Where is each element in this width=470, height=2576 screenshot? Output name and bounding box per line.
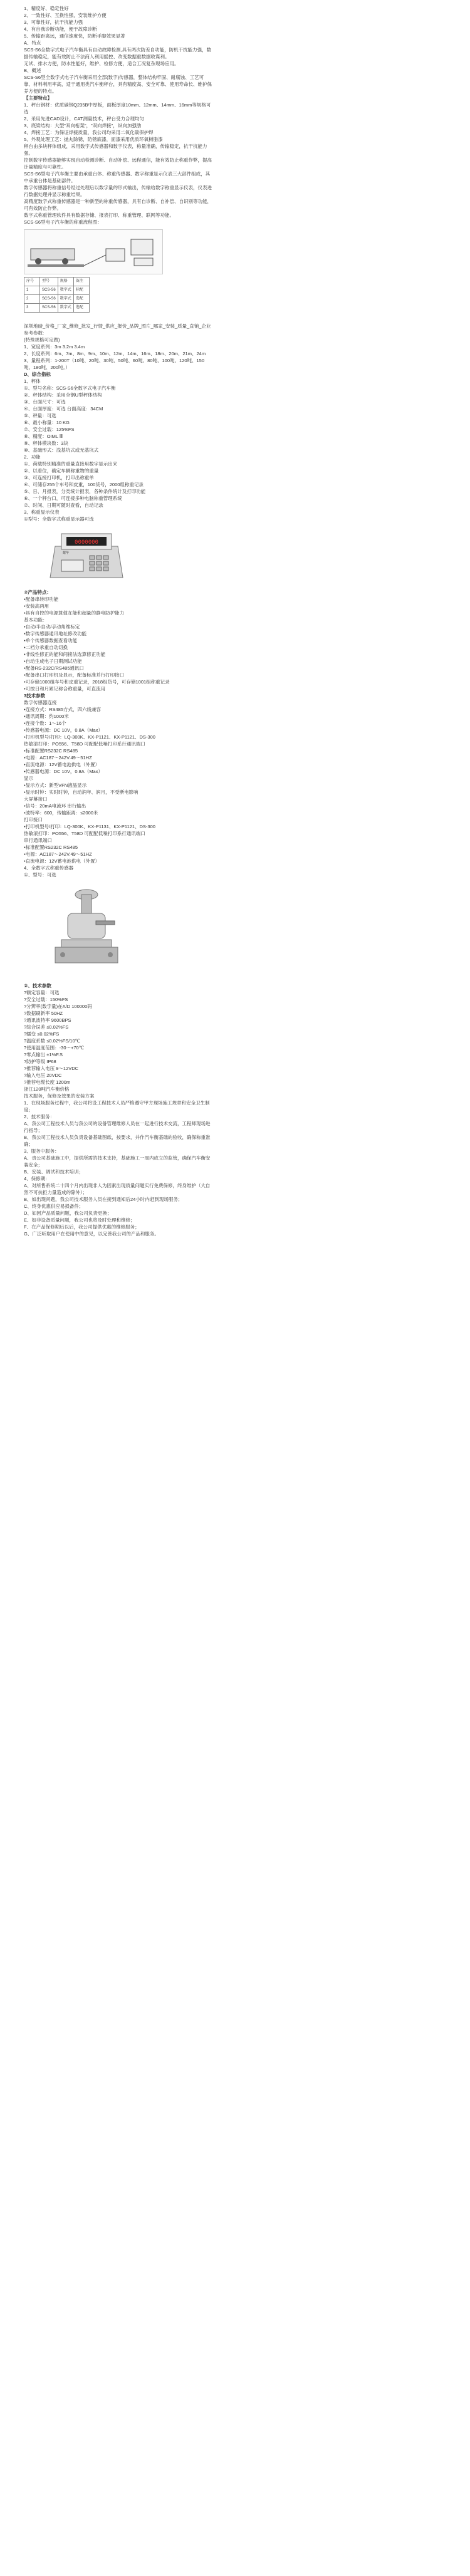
list-item: •配备串口打印机及显示，配备标准并行打印接口 [24, 672, 125, 678]
list-item: 热敏滚打印：PO556、T58D 可配配低噪打印系行通讯端口 [24, 831, 145, 836]
features2-title: ②产品特点： [24, 589, 51, 595]
load-cell-image [49, 883, 124, 977]
text-line: 1、宽度系列：3m 3.2m 3.4m [24, 344, 85, 350]
list-item: 大屏幕接口 [24, 796, 48, 802]
feature-item: 2、采用先进CAD设计，CAT测量技术，秤台受力合理均匀 [24, 116, 144, 122]
feature-item: 4、焊接工艺：为保证焊接质量，我公司均采用二氧化碳保护焊 [24, 130, 154, 135]
list-item: 2、功能 [24, 454, 41, 460]
list-item: •传感器电源：DC 10V，0.8A（Max） [24, 727, 103, 733]
paragraph: SCS-S6型电子汽车衡的称重流程图： [24, 219, 102, 225]
text-line: 1、精度好、稳定性好 [24, 6, 69, 11]
list-item: •直流电源：12V蓄电池供电（外置） [24, 858, 100, 864]
weighing-indicator-image [49, 527, 124, 584]
list-item: •标准配置RS232C RS485 [24, 748, 78, 754]
truck-scale-diagram [24, 230, 162, 274]
computer-icon [131, 239, 153, 255]
list-item: A、我公司工程技术人员与我公司的设备管理维修人员在一起进行技术交流，工程师现场进行指导； [24, 1121, 211, 1133]
list-item: ⑤、日、月报表，分类统计报表，各种条件统计及打印功能 [24, 489, 146, 494]
list-item: 4、全数字式称重传感器 [24, 865, 74, 871]
indicator-icon [106, 249, 125, 261]
text-line: B、概述 [24, 68, 41, 73]
list-item: ?综合误差 ≤0.02%FS [24, 1024, 69, 1030]
table-cell: SCS-S6 [40, 286, 58, 295]
wheel-icon [35, 258, 41, 264]
text-line: 2、长度系列：6m、7m、8m、9m、10m、12m、14m、16m、18m、20m、21m、24m [24, 351, 206, 356]
list-item: ①、型号名称：SCS-S6全数字式电子汽车衡 [24, 385, 116, 391]
list-item: B、我公司工程技术人员负责设备基础图纸，按要求，并作汽车衡基础的验收，确保称重准确； [24, 1135, 211, 1147]
paragraphs [24, 143, 212, 226]
features-list [24, 101, 212, 143]
table-row [24, 286, 90, 295]
features2-list [24, 596, 212, 692]
system-diagram [24, 229, 163, 274]
table-cell: 数字式 [58, 286, 73, 295]
section-d-title: D、综合指标 [24, 371, 51, 377]
list-item: 显示 [24, 776, 33, 781]
list-item: 3、称重显示仪表 [24, 509, 60, 515]
text-line: 5、传输距离远，通信速度快，防断手脚效果显著 [24, 33, 125, 39]
table-row [24, 304, 90, 313]
list-item: ?蠕变 ≤0.02%FS [24, 1031, 60, 1037]
list-item: •连接方式：RS485方式，四六线兼容 [24, 707, 102, 712]
table-cell: 规格 [58, 278, 73, 286]
list-item: •打印机型号/打印：LQ-300K、KX-P1121、KX-P1121、DS-300 [24, 734, 155, 740]
list-item: 2、技术服务： [24, 1114, 55, 1119]
list-item: 1、秤体 [24, 378, 41, 384]
list-item: •可按日和月累记称合称重量，可直流用 [24, 686, 106, 692]
paragraph: 秤台由多块秤体组成，采用数字式传感器和数字仪表，称量准确，传输稳定，抗干扰能力强。 [24, 143, 207, 156]
list-item: B、如出现问题，我公司技术服务人员在接到通知后24小时内赶到现场服务； [24, 1197, 183, 1202]
list-item: ⑩、基础形式：浅基坑式或无基坑式 [24, 447, 99, 453]
text-line: 2、一致性好、互换性强，安装维护方便 [24, 13, 107, 18]
list-item: ④、台面厚度：可选 台面高度：34CM [24, 406, 103, 412]
list-item: ③、台面尺寸：可选 [24, 399, 66, 405]
list-item: •显示方式：新型VFN液晶显示 [24, 782, 87, 788]
list-item: •配备RS-232C/RS485通讯口 [24, 665, 84, 671]
list-item: •标准配置RS232C RS485 [24, 844, 78, 850]
list-item: ①、型号：可选 [24, 872, 56, 878]
list-item: ①型号：全数字式称重显示器可选 [24, 516, 94, 522]
list-item: ⑦、时间、日期可随时查看，自动记录 [24, 502, 103, 508]
text-line: 3、量程系列：1-200T（10吨、20吨、30吨、50吨、60吨、80吨、100吨、120吨、150吨、180吨、200吨。） [24, 358, 205, 370]
table-cell: 序号 [24, 278, 40, 286]
table-cell: 备注 [73, 278, 89, 286]
list-item: •信号：20mA电流环 串行输出 [24, 803, 86, 809]
text-line: A、特点 [24, 40, 41, 46]
list-item: •安装高两用 [24, 603, 50, 609]
table-row [24, 295, 90, 304]
table-cell: SCS-S6 [40, 295, 58, 304]
platform-icon [28, 264, 84, 267]
text-line: SCS-S6型全数字式电子汽车衡采用全部(数字)传感器，整体结构牢固、耐腐蚀、工艺可靠、材料利用率高，适于通用类汽车衡秤台，具有精度高、安全可靠、使用寿命长、维护保养方便的特点。 [24, 75, 212, 94]
table-cell: 1 [24, 286, 40, 295]
text-line: 3、可靠性好，抗干扰能力强 [24, 19, 83, 25]
tech-list [24, 699, 212, 878]
list-item: •直流电源：12V蓄电池供电（外置） [24, 762, 100, 767]
list-item: •自动/半自动/手动角维标定 [24, 624, 80, 630]
list-item: ⑨、秤体模块数：3块 [24, 440, 68, 446]
list-item: G、广泛听取用户在使用中的意见，以完善我公司的产品和服务。 [24, 1231, 159, 1237]
paragraph: 数字传感器将称重信号经过处理后以数字量的形式输出，传输给数字称重显示仪表，仪表进行数据处理并显示称重结果。 [24, 185, 212, 197]
list-item: •可存储1000组车号和皮重记录，2018组货号，可存储1001组称重记录 [24, 679, 170, 685]
list-item: ⑥、一个秤台口，可连接多种电脑称重管理系统 [24, 496, 122, 501]
spec-intro [24, 323, 212, 371]
list-item: ?通讯波特率 9600BPS [24, 1017, 71, 1023]
features-title: 【主要特点】 [24, 95, 52, 101]
table-cell: 选配 [73, 295, 89, 304]
list-item: ?输入电压 20VDC [24, 1072, 62, 1078]
list-item: ?额定容量：可选 [24, 990, 60, 995]
cable-gland-icon [96, 921, 115, 925]
list-item: •非线性修正的能和间接法选算修正功能 [24, 652, 106, 657]
service-list [24, 1099, 212, 1237]
load-cell-icon [49, 883, 124, 977]
list-item: •传感器电源：DC 10V，0.8A（Max） [24, 769, 103, 774]
list-item: ?防护等级 IP68 [24, 1059, 56, 1064]
table-cell: 型号 [40, 278, 58, 286]
cable-icon [84, 255, 106, 266]
paragraph: 高精度数字式称重传感器是一种新型的称重传感器，具有自诊断、自补偿、自识别等功能，可有效防止作弊。 [24, 199, 212, 211]
list-item: ⑥、最小称量：10 KG [24, 420, 70, 425]
text-line: (特殊规格可定做) [24, 337, 60, 343]
feature-item: 5、外观处理工艺：抛丸除锈，防锈底漆，面漆采用优质环氧树脂漆 [24, 137, 163, 142]
tech2-list [24, 989, 212, 1099]
list-item: •单个传感器数据查看功能 [24, 638, 78, 643]
list-item: •显示时钟：实时时钟，自动润年、润月，不受断电影响 [24, 789, 138, 795]
indicator-brand: 耀华 [63, 551, 70, 555]
list-item: ?推荐电缆长度 1200m [24, 1079, 71, 1085]
list-item: ⑤、秤量：可选 [24, 413, 56, 418]
list-item: 数字传感器连接 [24, 700, 57, 705]
tech-title: 3技术参数 [24, 693, 46, 699]
list-item: ②、以看位，确定车辆称重物的重量 [24, 468, 99, 474]
list-item: ②、秤体结构：采用全钢U型秤体结构 [24, 392, 102, 398]
paragraph: SCS-S6型电子汽车衡主要由承重台体、称重传感器、数字称重显示仪表三大部件组成，其中承重台体是基础部件。 [24, 171, 211, 184]
text-line: 深圳地磅_价格_厂家_维修_批发_行情_供应_报价_品牌_图片_哪家_安装_质量_直销_企业参考参数: [24, 323, 211, 336]
table-cell: 2 [24, 295, 40, 304]
list-item: E、如非设备质量问题，我公司也将及时处理和维修； [24, 1217, 135, 1223]
table-cell: 数字式 [58, 304, 73, 313]
table-cell: 数字式 [58, 295, 73, 304]
list-item: ?分辨率(数字量)在A/D 100000码 [24, 1004, 92, 1009]
display-reading: 0000000 [75, 539, 98, 546]
list-item: F、在产品保修期后以后，我公司提供优惠的维修服务； [24, 1224, 140, 1230]
list-item: ④、可储存255个车号和皮重，100货号，2000组称重记录 [24, 482, 144, 487]
list-item: •数字传感器通讯地址修改功能 [24, 631, 87, 636]
feature-item: 3、底梁结构：大型"双向桁架"，"双向焊接"，纵向加强肋 [24, 123, 142, 128]
paragraph: 数字式称重管理软件具有数据存储、报表打印、称重管理、联网等功能。 [24, 212, 174, 218]
list-item: A、责公司基础施工中，提供所需的技术支持，基础施工一周内成立的监管，确保汽车衡安装安全； [24, 1155, 211, 1168]
feature-item: 1、秤台钢材：优质碳钢Q235B中厚板，面板厚度10mm、12mm、14mm、16mm等规格可选 [24, 102, 211, 115]
indicator-device-icon [49, 527, 124, 584]
document-page [24, 5, 212, 1237]
table-cell: 3 [24, 304, 40, 313]
list-item: ?数据刷新率 50HZ [24, 1010, 63, 1016]
table-cell: 标配 [73, 286, 89, 295]
list-item: •具有自控的电源算值在能和超量的静电防护能力 [24, 610, 125, 616]
table-row [24, 278, 90, 286]
spec-table [24, 277, 90, 313]
list-item: 打印接口 [24, 817, 43, 823]
text-line: SCS-S6全数字式电子汽车衡具有自动故障检测,具有两次防差自功能，防机干扰能力强，数据传输稳定，能有效防止不法商人利用摇控、改变数据重数据收谋利。 [24, 47, 212, 60]
list-item: 热敏滚打印：PO556、T58D 可配配低噪打印系行通讯端口 [24, 741, 145, 747]
printer-icon [134, 258, 153, 266]
table-cell: SCS-S6 [40, 304, 58, 313]
list-item: ?推荐输入电压 9～12VDC [24, 1066, 79, 1071]
paragraph: 控制数字传感器能够实现自动检测诊断、自动补偿、远程通信，能有效防止称重作弊，提高计量精度与可靠性。 [24, 157, 212, 170]
list-item: ?使用温度范围：-30～+70℃ [24, 1045, 85, 1051]
list-item: 串行通讯端口 [24, 838, 52, 843]
tech2-title: ②、技术参数 [24, 983, 51, 989]
list-item: ?安全过载：150%FS [24, 997, 68, 1002]
list-item: ⑧、精度：OIML Ⅲ [24, 434, 63, 439]
list-item: •连接个数：1～16个 [24, 720, 66, 726]
list-item: •电源：AC187～242V.49～51HZ [24, 755, 92, 761]
list-item: ①、荷载特别精准的重量直接用数字显示出来 [24, 461, 118, 467]
section-d-list [24, 378, 212, 522]
text-line: 无试、排水方便，防水性能好，维护、检修方便，适合工况复杂现场应用。 [24, 61, 179, 66]
list-item: •打印机型号/打印：LQ-300K、KX-P1131、KX-P1121、DS-300 [24, 824, 155, 829]
list-item: ?温度系数 ≤0.02%FS/10℃ [24, 1038, 81, 1044]
list-item: ⑦、安全过载：125%FS [24, 427, 75, 432]
list-item: B、安装、调试和技术培训； [24, 1169, 84, 1175]
list-item: 技术服务，保修及效果的安装方案 [24, 1093, 95, 1099]
list-item: •配备串转印功能 [24, 596, 59, 602]
list-item: ③、可连接打印机，打印出称重单 [24, 475, 94, 480]
list-item: 浙江120吨汽车衡价格 [24, 1086, 70, 1092]
list-item: •电源：AC187～242V.49～51HZ [24, 851, 92, 857]
section1 [24, 5, 212, 95]
list-item: ?零点输出 ±1%F.S [24, 1052, 63, 1057]
list-item: •波特率：600，传输距离：≤2000米 [24, 810, 98, 816]
wheel-icon [62, 258, 68, 264]
list-item: C、终身优惠供应易损备件； [24, 1203, 84, 1209]
text-line: 4、有自我诊断功能，便于故障诊断 [24, 26, 97, 32]
table-cell: 选配 [73, 304, 89, 313]
list-item: 3、服务中服务： [24, 1148, 60, 1154]
list-item: D、如因产品质量问题，我公司负责更换； [24, 1210, 112, 1216]
list-item: 4、保修期： [24, 1176, 50, 1182]
list-item: A、对所售系统二十四个月内出现非人为因素出现质量问题实行免费保修，终身维护（大自然不可抗拒力量造成的除外）； [24, 1183, 211, 1195]
list-item: •二档分承重自动切换 [24, 645, 68, 650]
list-item: 基本功能： [24, 617, 48, 623]
list-item: •通讯周期：约1000米 [24, 714, 69, 719]
list-item: •自动生成电子日期测试功能 [24, 658, 82, 664]
list-item: 1、在现场服务过程中，我公司将设工程技术人员严格遵守甲方现场施工规章和安全卫生制度； [24, 1100, 210, 1113]
